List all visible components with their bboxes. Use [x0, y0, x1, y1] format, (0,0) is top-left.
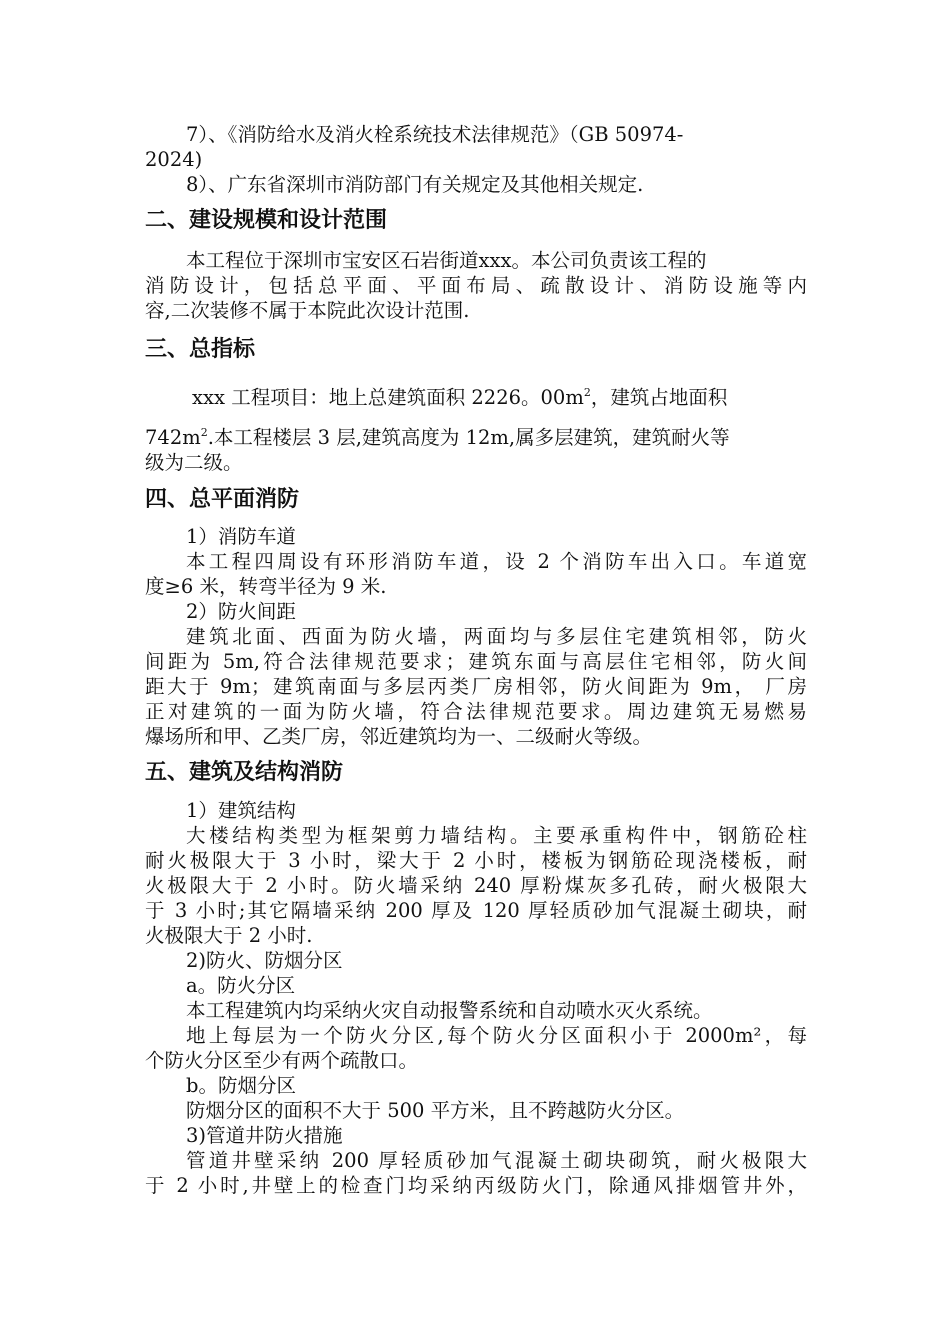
body-line: 消防设计，包括总平面、平面布局、疏散设计、消防设施等内	[145, 274, 807, 297]
subheading: 2）防火间距	[186, 600, 296, 623]
section-heading: 四、总平面消防	[145, 487, 300, 512]
section-heading: 三、总指标	[145, 337, 256, 362]
body-line: 火极限大于 2 小时。防火墙采纳 240 厚粉煤灰多孔砖，耐火极限大	[145, 874, 807, 897]
body-line	[145, 425, 807, 450]
metric-text: $742m^2$.本工程楼层 3 层,建筑高度为 12m,属多层建筑，建筑耐火等	[145, 426, 730, 449]
body-line: 建筑北面、西面为防火墙，两面均与多层住宅建筑相邻，防火	[186, 625, 807, 648]
body-line: 2024)	[145, 148, 203, 171]
body-line: 7）、《消防给水及消火栓系统技术法律规范》（GB 50974-	[186, 123, 684, 146]
metric-text: xxx 工程项目：地上总建筑面积 2226。$00m^2$，建筑占地面积	[192, 386, 728, 409]
body-line: 8）、广东省深圳市消防部门有关规定及其他相关规定.	[186, 173, 644, 196]
subheading: 3)管道井防火措施	[186, 1124, 343, 1147]
subheading: 1）建筑结构	[186, 799, 296, 822]
subheading: b。防烟分区	[186, 1074, 296, 1097]
body-line: 本工程位于深圳市宝安区石岩街道xxx。本公司负责该工程的	[186, 249, 707, 272]
body-line: 间距为 5m,符合法律规范要求；建筑东面与高层住宅相邻，防火间	[145, 650, 807, 673]
subheading: a。防火分区	[186, 974, 296, 997]
body-line: 正对建筑的一面为防火墙，符合法律规范要求。周边建筑无易燃易	[145, 700, 807, 723]
body-line: 耐火极限大于 3 小时，梁大于 2 小时，楼板为钢筋砼现浇楼板，耐	[145, 849, 807, 872]
body-line: 于 2 小时,井壁上的检查门均采纳丙级防火门，除通风排烟管井外，	[145, 1174, 807, 1197]
body-line: 度≥6 米，转弯半径为 9 米.	[145, 575, 387, 598]
body-line: 火极限大于 2 小时.	[145, 924, 313, 947]
body-line: 地上每层为一个防火分区,每个防火分区面积小于 2000m²，每	[186, 1024, 807, 1047]
body-line: 本工程建筑内均采纳火灾自动报警系统和自动喷水灭火系统。	[186, 999, 713, 1022]
body-line: 容,二次装修不属于本院此次设计范围.	[145, 299, 470, 322]
body-line: 于 3 小时;其它隔墙采纳 200 厚及 120 厚轻质砂加气混凝土砌块，耐	[145, 899, 807, 922]
body-line: 爆场所和甲、乙类厂房，邻近建筑均为一、二级耐火等级。	[145, 725, 653, 748]
section-heading: 五、建筑及结构消防	[145, 760, 344, 785]
body-line: 级为二级。	[145, 451, 243, 474]
body-line: 防烟分区的面积不大于 500 平方米，且不跨越防火分区。	[186, 1099, 685, 1122]
body-line: 管道井壁采纳 200 厚轻质砂加气混凝土砌块砌筑，耐火极限大	[186, 1149, 807, 1172]
body-line: 距大于 9m；建筑南面与多层丙类厂房相邻，防火间距为 9m， 厂房	[145, 675, 807, 698]
body-line: 个防火分区至少有两个疏散口。	[145, 1049, 419, 1072]
section-heading: 二、建设规模和设计范围	[145, 208, 388, 233]
body-line: 大楼结构类型为框架剪力墙结构。主要承重构件中，钢筋砼柱	[186, 824, 807, 847]
body-line	[192, 385, 807, 410]
subheading: 2)防火、防烟分区	[186, 949, 343, 972]
body-line: 本工程四周设有环形消防车道，设 2 个消防车出入口。车道宽	[186, 550, 807, 573]
subheading: 1）消防车道	[186, 525, 296, 548]
